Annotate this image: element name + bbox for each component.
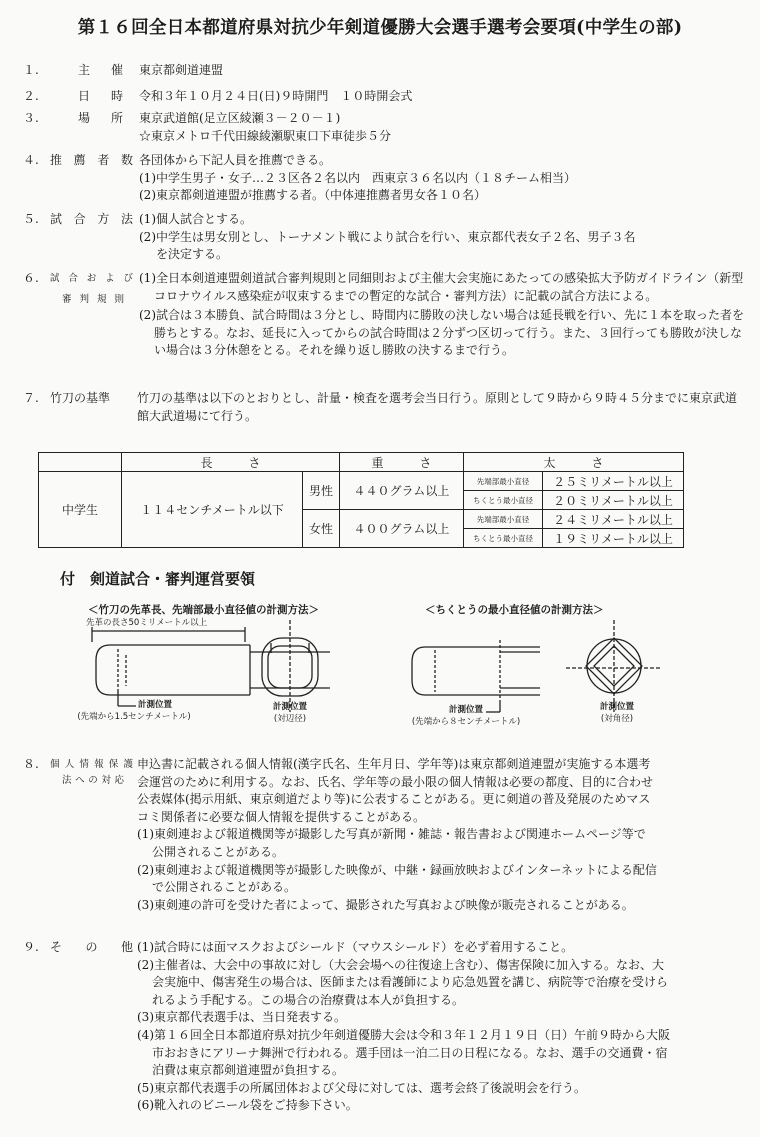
table-cell: 女性 (303, 510, 340, 548)
table-cell: ちくとう最小直径 (464, 529, 543, 548)
section-number: ６. (23, 271, 39, 285)
section-body: 令和３年１０月２４日(日)９時開門 １０時開会式 (139, 89, 413, 103)
measure-position-note: (対角径) (600, 714, 634, 724)
figure-caption-left: ＜竹刀の先革長、先端部最小直径値の計測方法＞ (88, 604, 319, 616)
table-header: 重 さ (340, 453, 464, 472)
section-label: 主 催 (78, 63, 123, 77)
shinai-tip-outline (96, 645, 250, 695)
section-body: 各団体から下記人員を推薦できる。 (1)中学生男子・女子…２３区各２名以内 西東京３６名以内（１８チーム相当） (2)東京都剣道連盟が推薦する者。（中体連推薦者男女各１０名） (139, 153, 577, 203)
table-cell: 男性 (303, 472, 340, 510)
section-label: 個 人 情 報 保 護 (50, 759, 133, 770)
section-body: 竹刀の基準は以下のとおりとし、計量・検査を選考会当日行う。原則として９時から９時４５分までに東京武道館大武道場にて行う。 (137, 391, 738, 423)
section-label: 法 へ の 対 応 (62, 775, 124, 786)
section-body: 東京武道館(足立区綾瀬３－２０－１) ☆東京メトロ千代田線綾瀬駅東口下車徒歩５分 (139, 111, 392, 143)
section-body: 東京都剣道連盟 (139, 63, 224, 77)
table-cell: 先端部最小直径 (464, 510, 543, 529)
section-number: ２. (23, 89, 39, 103)
section-label: 場 所 (78, 111, 123, 125)
section-number: ５. (23, 212, 39, 226)
section-label: 推 薦 者 数 (50, 153, 133, 167)
section-number: １. (23, 63, 39, 77)
section-number: ８. (23, 757, 39, 771)
measure-position-label: 計測位置 (138, 700, 173, 710)
section-body: (1)個人試合とする。 (2)中学生は男女別とし、トーナメント戦により試合を行い、東京都代表女子２名、男子３名 を決定する。 (139, 212, 636, 262)
table-cell: ４００グラム以上 (340, 510, 464, 548)
section-label: そ の 他 (50, 940, 133, 954)
measure-position-note: (先端から1.5センチメートル) (77, 712, 191, 722)
table-header: 太 さ (464, 453, 684, 472)
section-body: (1)試合時には面マスクおよびシールド（マウスシールド）を必ず着用すること。 (2)主催者は、大会中の事故に対し（大会会場への往復途上含む）、傷害保険に加入する。なお、大会実施中、傷害発生の場合は、医師または看護師により応急処置を講じ、病院等で治療を受けられるよう手配する。この場合の治療費は本人が負担する。 (3)東京都代表選手は、当日発表する。 (4)第１６回全日本都道府県対抗少年剣道優勝大会は令和３年１２月１９日（日）午前９時から大阪市おおきにアリーナ舞洲で行われる。選手団は一泊二日の日程になる。なお、選手の交通費・宿泊費は東京都剣道連盟が負担する。 (5)東京都代表選手の所属団体および父母に対しては、選考会終了後説明会を行う。 (6)靴入れのビニール袋をご持参下さい。 (137, 940, 671, 1113)
measure-position-label: 計測位置 (448, 705, 483, 715)
section-body: 申込書に記載される個人情報(漢字氏名、生年月日、学年等)は東京都剣道連盟が実施する本選考会運営のために利用する。なお、氏名、学年等の最小限の個人情報は必要の都度、目的に合わせ公表媒体(掲示用紙、東京剣道だより等)に公表することがある。更に剣道の普及発展のためマスコミ関係者に必要な個人情報を提供することがある。 (1)東剣連および報道機関等が撮影した写真が新聞・雑誌・報告書および関連ホームページ等で公開されることがある。 (2)東剣連および報道機関等が撮影した映像が、中継・録画放映およびインターネットによる配信で公開されることがある。 (3)東剣連の許可を受けた者によって、撮影された写真および映像が販売されることがある。 (137, 757, 657, 912)
table-cell: ちくとう最小直径 (464, 491, 543, 510)
measure-position-note: (対辺径) (273, 714, 307, 724)
table-cell: １９ミリメートル以上 (543, 529, 684, 548)
table-cell: 先端部最小直径 (464, 472, 543, 491)
attachment-title: 付 剣道試合・審判運営要領 (60, 570, 256, 588)
section-number: ９. (23, 940, 39, 954)
table-cell: ２５ミリメートル以上 (543, 472, 684, 491)
section-label: 試 合 お よ び (50, 273, 133, 284)
table-cell: 中学生 (39, 472, 122, 548)
table-cell: ４４０グラム以上 (340, 472, 464, 510)
table-cell: ２０ミリメートル以上 (543, 491, 684, 510)
measure-position-note: (先端から８センチメートル) (411, 717, 521, 727)
section-label: 日 時 (78, 89, 123, 103)
sakigawa-length-note: 先革の長さ50ミリメートル以上 (86, 618, 208, 628)
section-number: ３. (23, 111, 39, 125)
section-label: 試 合 方 法 (50, 212, 133, 226)
section-label: 竹刀の基準 (50, 391, 111, 405)
table-cell: １１４センチメートル以下 (122, 472, 303, 548)
measure-position-label: 計測位置 (272, 702, 307, 712)
table-header: 長 さ (122, 453, 340, 472)
figure-caption-right: ＜ちくとうの最小直径値の計測方法＞ (425, 604, 604, 616)
section-number: ７. (23, 391, 39, 405)
section-body: (1)全日本剣道連盟剣道試合審判規則と同細則および主催大会実施にあたっての感染拡大予防ガイドライン（新型コロナウイルス感染症が収束するまでの暫定的な試合・審判方法）に記載の試合方法による。 (2)試合は３本勝負、試合時間は３分とし、時間内に勝敗の決しない場合は延長戦を行い、先に１本を取った者を勝ちとする。なお、延長に入ってからの試合時間は２分ずつ区切って行う。また、３回行っても勝敗が決しない場合は３分休憩をとる。それを繰り返し勝敗の決するまで行う。 (139, 271, 745, 358)
section-number: ４. (23, 153, 39, 167)
section-label: 審 判 規 則 (62, 294, 124, 305)
page-title: 第１６回全日本都道府県対抗少年剣道優勝大会選手選考会要項(中学生の部) (77, 18, 683, 38)
measure-position-label: 計測位置 (599, 702, 634, 712)
table-cell: ２４ミリメートル以上 (543, 510, 684, 529)
